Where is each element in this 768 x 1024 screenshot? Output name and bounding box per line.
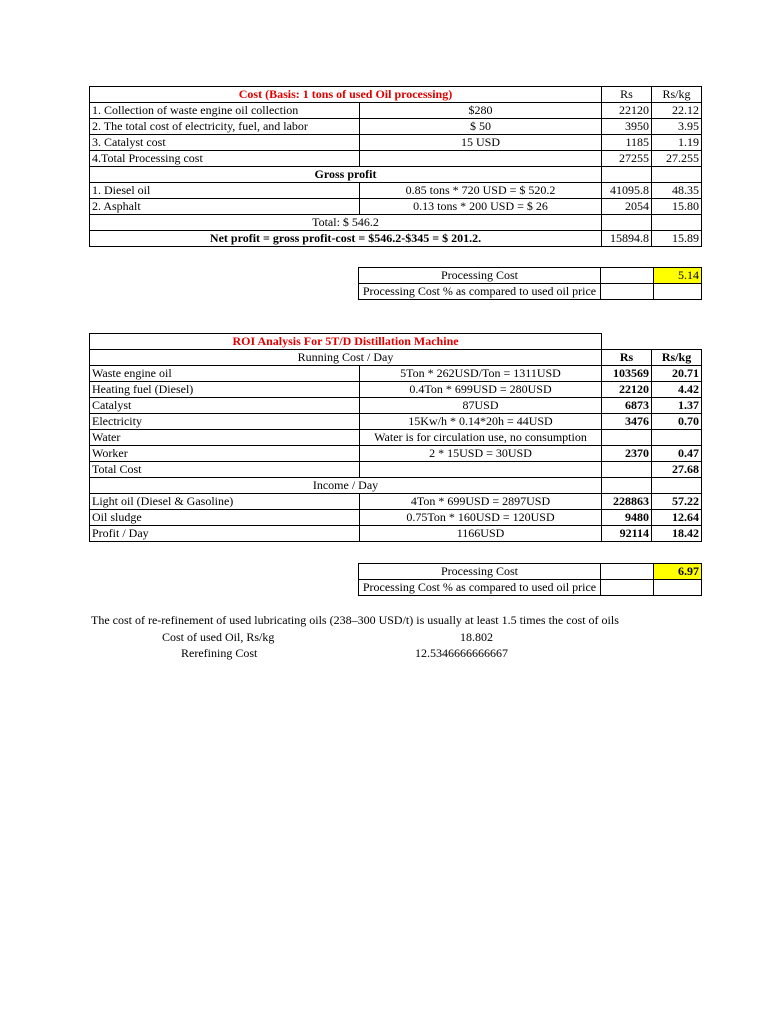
row-value: 0.4Ton * 699USD = 280USD xyxy=(360,382,602,398)
row-rs: 103569 xyxy=(602,366,652,382)
row-value xyxy=(360,151,602,167)
empty-cell xyxy=(652,215,702,231)
row-value: $ 50 xyxy=(360,119,602,135)
row-label: Light oil (Diesel & Gasoline) xyxy=(90,494,360,510)
cost-table-title: Cost (Basis: 1 tons of used Oil processing) xyxy=(90,87,602,103)
row-rskg: 18.42 xyxy=(652,526,702,542)
row-label: Electricity xyxy=(90,414,360,430)
table-row xyxy=(90,398,702,414)
row-value: 15 USD xyxy=(360,135,602,151)
row-value: 15Kw/h * 0.14*20h = 44USD xyxy=(360,414,602,430)
used-oil-cost-value: 18.802 xyxy=(460,630,493,644)
table-row xyxy=(90,510,702,526)
processing-cost-value: 6.97 xyxy=(654,564,702,580)
row-value: 0.13 tons * 200 USD = $ 26 xyxy=(360,199,602,215)
row-rskg: 22.12 xyxy=(652,103,702,119)
gross-profit-row xyxy=(90,167,702,183)
row-rs: 92114 xyxy=(602,526,652,542)
empty-cell xyxy=(601,284,654,300)
row-rs: 3950 xyxy=(602,119,652,135)
processing-cost-pct-row xyxy=(359,284,702,300)
row-rskg: 0.47 xyxy=(652,446,702,462)
empty-cell xyxy=(601,564,654,580)
row-rs: 41095.8 xyxy=(602,183,652,199)
empty-cell xyxy=(654,580,702,596)
row-rskg: 3.95 xyxy=(652,119,702,135)
table-row xyxy=(90,183,702,199)
processing-cost-row xyxy=(359,268,702,284)
row-label: Profit / Day xyxy=(90,526,360,542)
total-label: Total: $ 546.2 xyxy=(90,215,602,231)
processing-cost-box xyxy=(358,267,702,300)
row-rs: 228863 xyxy=(602,494,652,510)
cost-table xyxy=(89,86,702,247)
table-row xyxy=(90,462,702,478)
table-row xyxy=(90,199,702,215)
gross-profit-heading: Gross profit xyxy=(90,167,602,183)
roi-title-row xyxy=(90,334,702,350)
row-label: Heating fuel (Diesel) xyxy=(90,382,360,398)
processing-cost-pct-label: Processing Cost % as compared to used oil price xyxy=(359,284,601,300)
cost-table-header-row xyxy=(90,87,702,103)
empty-cell xyxy=(652,334,702,350)
table-row xyxy=(90,135,702,151)
row-rskg: 20.71 xyxy=(652,366,702,382)
table-row xyxy=(90,366,702,382)
empty-cell xyxy=(602,478,652,494)
row-value: 0.75Ton * 160USD = 120USD xyxy=(360,510,602,526)
row-rskg: 1.37 xyxy=(652,398,702,414)
row-label: Catalyst xyxy=(90,398,360,414)
row-label: 2. Asphalt xyxy=(90,199,360,215)
row-label: Oil sludge xyxy=(90,510,360,526)
row-label: Worker xyxy=(90,446,360,462)
row-value xyxy=(360,462,602,478)
col-rskg-header: Rs/kg xyxy=(652,87,702,103)
col-rs-header: Rs xyxy=(602,87,652,103)
row-label: 1. Diesel oil xyxy=(90,183,360,199)
net-profit-rskg: 15.89 xyxy=(652,231,702,247)
row-rs: 2370 xyxy=(602,446,652,462)
table-row xyxy=(90,494,702,510)
row-rs: 27255 xyxy=(602,151,652,167)
row-rs xyxy=(602,430,652,446)
row-rskg: 27.68 xyxy=(652,462,702,478)
row-rskg: 27.255 xyxy=(652,151,702,167)
row-value: 87USD xyxy=(360,398,602,414)
table-row xyxy=(90,414,702,430)
empty-cell xyxy=(601,268,654,284)
row-label: 1. Collection of waste engine oil collection xyxy=(90,103,360,119)
row-rskg: 4.42 xyxy=(652,382,702,398)
row-value: Water is for circulation use, no consumption xyxy=(360,430,602,446)
col-rskg-header: Rs/kg xyxy=(652,350,702,366)
net-profit-rs: 15894.8 xyxy=(602,231,652,247)
row-label: 4.Total Processing cost xyxy=(90,151,360,167)
processing-cost-value: 5.14 xyxy=(654,268,702,284)
empty-cell xyxy=(652,167,702,183)
income-heading: Income / Day xyxy=(90,478,602,494)
total-row xyxy=(90,215,702,231)
empty-cell xyxy=(602,334,652,350)
table-row xyxy=(90,382,702,398)
row-rs: 22120 xyxy=(602,382,652,398)
empty-cell xyxy=(602,167,652,183)
empty-cell xyxy=(654,284,702,300)
row-rskg: 57.22 xyxy=(652,494,702,510)
running-cost-heading: Running Cost / Day xyxy=(90,350,602,366)
row-rs: 9480 xyxy=(602,510,652,526)
row-rs: 1185 xyxy=(602,135,652,151)
row-label: Total Cost xyxy=(90,462,360,478)
net-profit-row xyxy=(90,231,702,247)
table-row xyxy=(90,446,702,462)
row-rs xyxy=(602,462,652,478)
roi-table-title: ROI Analysis For 5T/D Distillation Machine xyxy=(90,334,602,350)
processing-cost-box xyxy=(358,563,702,596)
rerefining-note: The cost of re-refinement of used lubricating oils (238–300 USD/t) is usually at least 1.5 times the cost of oils xyxy=(91,613,619,627)
rerefining-cost-value: 12.5346666666667 xyxy=(415,646,508,660)
income-header-row xyxy=(90,478,702,494)
row-value: 2 * 15USD = 30USD xyxy=(360,446,602,462)
processing-cost-row xyxy=(359,564,702,580)
row-rs: 3476 xyxy=(602,414,652,430)
processing-cost-label: Processing Cost xyxy=(359,564,601,580)
table-row xyxy=(90,103,702,119)
used-oil-cost-label: Cost of used Oil, Rs/kg xyxy=(162,630,275,644)
net-profit-label: Net profit = gross profit-cost = $546.2-$345 = $ 201.2. xyxy=(90,231,602,247)
empty-cell xyxy=(602,215,652,231)
row-label: 3. Catalyst cost xyxy=(90,135,360,151)
row-value: 1166USD xyxy=(360,526,602,542)
empty-cell xyxy=(601,580,654,596)
row-value: 5Ton * 262USD/Ton = 1311USD xyxy=(360,366,602,382)
processing-cost-pct-label: Processing Cost % as compared to used oil price xyxy=(359,580,601,596)
processing-cost-label: Processing Cost xyxy=(359,268,601,284)
row-rskg: 12.64 xyxy=(652,510,702,526)
row-rskg: 15.80 xyxy=(652,199,702,215)
row-label: Water xyxy=(90,430,360,446)
table-row xyxy=(90,151,702,167)
row-rskg xyxy=(652,430,702,446)
row-label: Waste engine oil xyxy=(90,366,360,382)
row-rskg: 0.70 xyxy=(652,414,702,430)
row-rs: 2054 xyxy=(602,199,652,215)
rerefining-cost-label: Rerefining Cost xyxy=(181,646,258,660)
roi-table xyxy=(89,333,702,542)
processing-cost-pct-row xyxy=(359,580,702,596)
table-row xyxy=(90,430,702,446)
col-rs-header: Rs xyxy=(602,350,652,366)
row-value: 4Ton * 699USD = 2897USD xyxy=(360,494,602,510)
row-value: 0.85 tons * 720 USD = $ 520.2 xyxy=(360,183,602,199)
table-row xyxy=(90,119,702,135)
row-label: 2. The total cost of electricity, fuel, and labor xyxy=(90,119,360,135)
row-rs: 22120 xyxy=(602,103,652,119)
row-rskg: 1.19 xyxy=(652,135,702,151)
empty-cell xyxy=(652,478,702,494)
running-cost-header-row xyxy=(90,350,702,366)
row-rskg: 48.35 xyxy=(652,183,702,199)
row-value: $280 xyxy=(360,103,602,119)
row-rs: 6873 xyxy=(602,398,652,414)
table-row xyxy=(90,526,702,542)
